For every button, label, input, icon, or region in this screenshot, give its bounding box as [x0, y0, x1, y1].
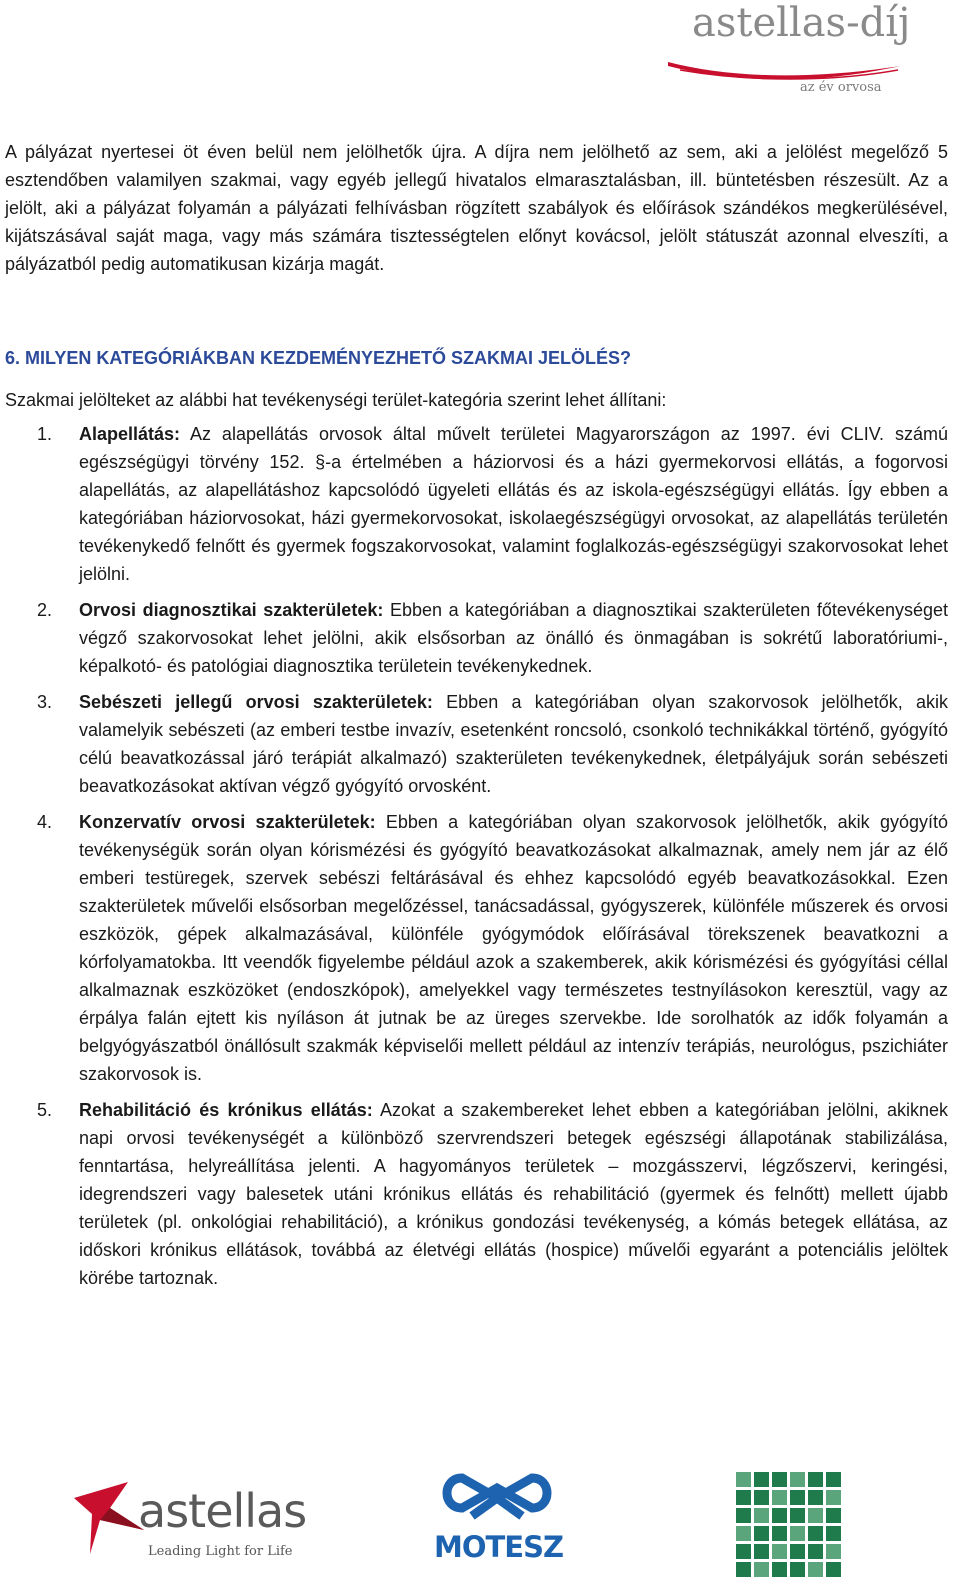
list-item [5, 596, 948, 680]
list-item [5, 420, 948, 588]
list-item [5, 1096, 948, 1292]
list-item-body: Ebben a kategóriában a diagnosztikai szakterületen főtevékenységet végző szakorvosokat lehet jelölni, akik elsősorban az önálló és önmagában is sokrétű laboratóriumi-, képalkotó- és patológiai diagnosztika területein tevékenykednek. [79, 600, 949, 676]
list-item-number: 3. [37, 692, 53, 712]
list-item-body: Ebben a kategóriában olyan szakorvosok jelölhetők, akik valamelyik sebészeti (az emberi testbe invazív, esetenként roncsoló, csonkoló technikákkal történő, gyógyító célú beavatkozással járó terápiát alkalmazó) szakterületen tevékenykednek, életpályájuk során sebészeti beavatkozásokat aktívan végző gyógyító orvosként. [79, 692, 948, 796]
eligibility-paragraph: A pályázat nyertesei öt éven belül nem jelölhetők újra. A díjra nem jelölhető az sem, aki a jelölést megelőző 5 esztendőben valamilyen szakmai, vagy egyéb jellegű hivatalos elmarasztalásban, ill. büntetésben részesült. Az a jelölt, aki a pályázat folyamán a pályázati felhívásban rögzített szabályok és előírások szándékos megkerülésével, kijátszásával saját maga, vagy más számára tisztességtelen előnyt kovácsol, jelölt státuszát azonnal elveszíti, a pályázatból pedig automatikusan kizárja magát. [5, 142, 948, 274]
footer-logos [0, 1440, 960, 1580]
green-grid-logo [736, 1472, 844, 1580]
grid-pattern-icon [736, 1472, 844, 1580]
list-item-text [79, 688, 948, 800]
list-item-body: Azokat a szakembereket lehet ebben a kategóriában jelölni, akiknek napi orvosi tevékenységét a különböző szervrendszeri betegek egészségi állapotának stabilizálása, fenntartása, helyreállítása jelenti. A hagyományos területek – mozgásszervi, légzőszervi, keringési, idegrendszeri vagy balesetek utáni krónikus ellátás és rehabilitáció (gyermek és felnőtt) mellett újabb területek (pl. onkológiai rehabilitáció), a krónikus gondozási tevékenység, a kómás betegek ellátása, az időskori krónikus ellátások, továbbá az életvégi ellátás (hospice) művelői egyaránt a potenciális jelöltek körébe tartoznak. [79, 1100, 948, 1288]
list-item-title: Orvosi diagnosztikai szakterületek: [79, 600, 384, 620]
motesz-wordmark: MOTESZ [434, 1530, 564, 1564]
section-heading: 6. MILYEN KATEGÓRIÁKBAN KEZDEMÉNYEZHETŐ SZAKMAI JELÖLÉS? [5, 348, 632, 368]
logo-tagline: az év orvosa [800, 80, 882, 95]
list-item-text [79, 420, 948, 588]
motesz-logo [432, 1468, 562, 1578]
list-item-title: Rehabilitáció és krónikus ellátás: [79, 1100, 373, 1120]
astellas-wordmark: astellas [138, 1484, 307, 1538]
list-item-number: 4. [37, 812, 53, 832]
category-list [5, 420, 948, 1292]
list-item [5, 688, 948, 800]
document-body [5, 138, 948, 1300]
list-item-body: Ebben a kategóriában olyan szakorvosok jelölhetők, akik gyógyító tevékenységük során olyan kórismézési és gyógyító beavatkozásokat alkalmaznak, amely nem jár az élő emberi testüregek, szervek sebészi feltárásával és ehhez kapcsolódó egyéb beavatkozásokkal. Ezen szakterületek művelői elsősorban megelőzéssel, tanácsadással, gyógyszerek, különféle műszerek és orvosi eszközök, gépek alkalmazásával, különféle gyógymódok előírásával törekszenek beavatkozni a kórfolyamatokba. Itt veendők figyelembe például azok a szakemberek, akik kórismézési és gyógyítási céllal alkalmaznak eszközöket (endoszkópok), amelyekkel vagy természetes testnyílásokon keresztül, vagy az érpálya falán ejtett kis nyíláson át jutnak be az üreges szervekbe. Ide sorolhatók az idők folyamán a belgyógyászatból önállósult szakmák képviselői mellett például az intenzív terápiás, neurológus, pszichiáter szakorvosok is. [79, 812, 948, 1084]
list-item-text [79, 596, 948, 680]
astellas-slogan: Leading Light for Life [148, 1544, 293, 1559]
astellas-dij-logo [660, 0, 910, 110]
list-item-title: Konzervatív orvosi szakterületek: [79, 812, 376, 832]
list-item-title: Sebészeti jellegű orvosi szakterületek: [79, 692, 433, 712]
list-item-number: 1. [37, 424, 53, 444]
list-item-body: Az alapellátás orvosok által művelt területei Magyarországon az 1997. évi CLIV. számú egészségügyi törvény 152. §-a értelmében a háziorvosi és a házi gyermekorvosi ellátás, a fogorvosi alapellátás, az alapellátáshoz kapcsolódó ügyeleti ellátás és az iskola-egészségügyi ellátás. Így ebben a kategóriában háziorvosokat, házi gyermekorvosokat, iskolaegészségügyi orvosokat, az alapellátás területén tevékenykedő felnőtt és gyermek fogszakorvosokat, valamint foglalkozás-egészségügyi szakorvosokat lehet jelölni. [79, 424, 948, 584]
motesz-knot-icon [432, 1468, 562, 1530]
astellas-logo [70, 1468, 310, 1568]
list-item-text [79, 808, 948, 1088]
logo-wordmark: astellas-díj [692, 0, 911, 46]
list-item [5, 808, 948, 1088]
list-item-text [79, 1096, 948, 1292]
list-item-number: 5. [37, 1100, 53, 1120]
section-intro: Szakmai jelölteket az alábbi hat tevékenységi terület-kategória szerint lehet állítani: [5, 390, 667, 410]
list-item-number: 2. [37, 600, 53, 620]
list-item-title: Alapellátás: [79, 424, 181, 444]
